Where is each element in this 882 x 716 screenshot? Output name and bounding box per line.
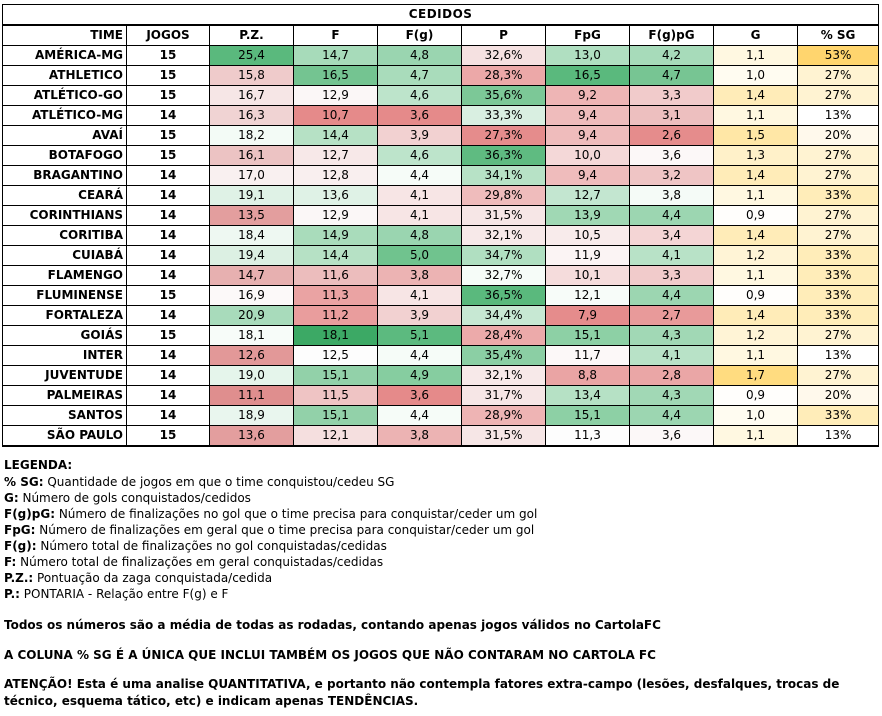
cell-time: SÃO PAULO [3,426,127,447]
legend-desc: Número de finalizações no gol que o time precisa para conquistar/ceder um gol [55,507,538,521]
cell-fgpg: 4,3 [630,386,714,406]
cell-time: INTER [3,346,127,366]
cell-g: 1,4 [714,226,798,246]
table-body [3,46,879,447]
cell-p: 28,4% [462,326,546,346]
cell-jogos: 14 [127,366,210,386]
cell-sg: 33% [798,246,879,266]
legend-desc: Número total de finalizações em geral conquistadas/cedidas [16,555,384,569]
cell-sg: 27% [798,326,879,346]
cell-jogos: 15 [127,86,210,106]
cell-fpg: 11,7 [546,346,630,366]
cell-jogos: 15 [127,146,210,166]
table-row [3,366,879,386]
cell-sg: 33% [798,266,879,286]
cell-pz: 18,9 [210,406,294,426]
cell-pz: 17,0 [210,166,294,186]
column-header-pz: P.Z. [210,25,294,46]
legend-desc: Quantidade de jogos em que o time conquistou/cedeu SG [43,475,395,489]
legend-item-fg [4,538,878,554]
cell-fgpg: 4,2 [630,46,714,66]
cell-fpg: 13,0 [546,46,630,66]
cell-g: 1,1 [714,426,798,447]
cell-sg: 20% [798,386,879,406]
cell-pz: 18,4 [210,226,294,246]
column-header-jogos: JOGOS [127,25,210,46]
table-row [3,406,879,426]
cell-fgpg: 3,4 [630,226,714,246]
table-row [3,146,879,166]
table-row [3,346,879,366]
table-row [3,126,879,146]
cell-sg: 33% [798,306,879,326]
cell-f: 11,6 [294,266,378,286]
cell-time: CUIABÁ [3,246,127,266]
table-row [3,426,879,447]
cell-sg: 27% [798,366,879,386]
legend-term: FpG: [4,523,36,537]
cell-f: 16,5 [294,66,378,86]
cell-fgpg: 3,2 [630,166,714,186]
cell-g: 1,7 [714,366,798,386]
legend-term: P.: [4,587,20,601]
cell-p: 28,9% [462,406,546,426]
cell-fg: 4,1 [378,186,462,206]
cell-sg: 27% [798,86,879,106]
table-row [3,206,879,226]
cell-pz: 14,7 [210,266,294,286]
table-row [3,46,879,66]
cell-fg: 4,9 [378,366,462,386]
cell-fgpg: 4,3 [630,326,714,346]
cell-sg: 33% [798,186,879,206]
cell-time: FLUMINENSE [3,286,127,306]
cell-pz: 19,4 [210,246,294,266]
cell-fg: 4,6 [378,146,462,166]
cell-sg: 27% [798,206,879,226]
cell-jogos: 15 [127,326,210,346]
column-header-row [3,25,879,46]
legend-item-fgpg [4,506,878,522]
note-warning: ATENÇÃO! Esta é uma analise QUANTITATIVA, e portanto não contempla fatores extra-campo (lesões, desfalques, trocas de técnico, esquema tático, etc) e indicam apenas TENDÊNCIAS. [4,677,840,708]
cell-time: BRAGANTINO [3,166,127,186]
table-row [3,86,879,106]
cell-jogos: 14 [127,406,210,426]
cell-time: FORTALEZA [3,306,127,326]
cell-jogos: 15 [127,426,210,447]
cell-g: 1,1 [714,266,798,286]
cell-p: 36,5% [462,286,546,306]
cell-g: 0,9 [714,286,798,306]
cell-time: ATHLETICO [3,66,127,86]
legend-item-pz [4,570,878,586]
cell-g: 1,0 [714,66,798,86]
cell-fpg: 7,9 [546,306,630,326]
cell-p: 32,1% [462,366,546,386]
cell-f: 14,4 [294,126,378,146]
cell-fpg: 13,9 [546,206,630,226]
cell-g: 1,2 [714,246,798,266]
cell-fg: 4,1 [378,286,462,306]
cell-p: 29,8% [462,186,546,206]
legend-desc: PONTARIA - Relação entre F(g) e F [19,587,229,601]
cell-fg: 4,6 [378,86,462,106]
legend-block [4,457,878,710]
cell-f: 14,9 [294,226,378,246]
column-header-f: F [294,25,378,46]
cell-f: 12,8 [294,166,378,186]
cell-f: 13,6 [294,186,378,206]
table-row [3,326,879,346]
cell-f: 12,7 [294,146,378,166]
cell-fpg: 12,7 [546,186,630,206]
cell-g: 0,9 [714,206,798,226]
cell-jogos: 14 [127,206,210,226]
table-title: CEDIDOS [3,5,879,26]
cell-pz: 19,1 [210,186,294,206]
cell-fg: 3,8 [378,266,462,286]
cell-sg: 27% [798,226,879,246]
cell-jogos: 14 [127,226,210,246]
cell-p: 33,3% [462,106,546,126]
cell-pz: 13,6 [210,426,294,447]
cell-fgpg: 4,7 [630,66,714,86]
cell-fg: 4,4 [378,346,462,366]
cell-f: 11,5 [294,386,378,406]
cell-pz: 15,8 [210,66,294,86]
cell-fpg: 15,1 [546,326,630,346]
legend-term: F(g)pG: [4,507,55,521]
legend-item-p [4,586,878,602]
cell-fgpg: 3,1 [630,106,714,126]
cell-pz: 16,1 [210,146,294,166]
table-row [3,166,879,186]
cell-fgpg: 3,8 [630,186,714,206]
cell-p: 32,7% [462,266,546,286]
cell-p: 32,1% [462,226,546,246]
legend-item-f [4,554,878,570]
legend-term: F: [4,555,17,569]
column-header-time: TIME [3,25,127,46]
cell-pz: 16,3 [210,106,294,126]
cell-time: JUVENTUDE [3,366,127,386]
cell-fpg: 15,1 [546,406,630,426]
table-row [3,266,879,286]
cell-fpg: 13,4 [546,386,630,406]
cell-f: 15,1 [294,406,378,426]
cell-jogos: 15 [127,286,210,306]
cell-jogos: 14 [127,306,210,326]
cell-sg: 13% [798,106,879,126]
cell-jogos: 14 [127,186,210,206]
cell-f: 18,1 [294,326,378,346]
cell-f: 11,3 [294,286,378,306]
cell-f: 10,7 [294,106,378,126]
cell-pz: 18,1 [210,326,294,346]
cell-p: 27,3% [462,126,546,146]
cell-f: 14,7 [294,46,378,66]
cell-fgpg: 4,4 [630,206,714,226]
column-header-fg: F(g) [378,25,462,46]
cell-time: FLAMENGO [3,266,127,286]
table-row [3,286,879,306]
cell-jogos: 15 [127,66,210,86]
cell-fgpg: 3,6 [630,146,714,166]
cell-p: 32,6% [462,46,546,66]
legend-item-fpg [4,522,878,538]
cell-fgpg: 4,1 [630,246,714,266]
cell-jogos: 14 [127,386,210,406]
cell-fgpg: 2,7 [630,306,714,326]
cell-g: 1,4 [714,86,798,106]
cell-jogos: 15 [127,126,210,146]
cell-sg: 27% [798,166,879,186]
cell-f: 12,9 [294,206,378,226]
cell-fgpg: 2,6 [630,126,714,146]
cell-f: 11,2 [294,306,378,326]
cell-fpg: 9,2 [546,86,630,106]
cell-fpg: 8,8 [546,366,630,386]
legend-desc: Pontuação da zaga conquistada/cedida [33,571,273,585]
cell-pz: 25,4 [210,46,294,66]
note-sg-column: A COLUNA % SG É A ÚNICA QUE INCLUI TAMBÉM OS JOGOS QUE NÃO CONTARAM NO CARTOLA FC [4,648,656,662]
cell-time: AMÉRICA-MG [3,46,127,66]
cell-time: AVAÍ [3,126,127,146]
cell-g: 0,9 [714,386,798,406]
cell-jogos: 14 [127,106,210,126]
cell-time: BOTAFOGO [3,146,127,166]
cell-fg: 3,8 [378,426,462,447]
cell-g: 1,1 [714,186,798,206]
table-row [3,386,879,406]
cell-p: 35,4% [462,346,546,366]
cell-p: 34,7% [462,246,546,266]
cell-fg: 4,4 [378,166,462,186]
cell-pz: 13,5 [210,206,294,226]
cell-fgpg: 4,4 [630,406,714,426]
cell-fg: 5,0 [378,246,462,266]
cell-sg: 13% [798,426,879,447]
cell-f: 14,4 [294,246,378,266]
cell-fg: 4,4 [378,406,462,426]
legend-term: G: [4,491,19,505]
legend-item-g [4,490,878,506]
cell-g: 1,1 [714,346,798,366]
column-header-sg: % SG [798,25,879,46]
cell-fgpg: 3,6 [630,426,714,447]
cell-fg: 3,9 [378,126,462,146]
cell-jogos: 14 [127,246,210,266]
cell-time: CORITIBA [3,226,127,246]
cell-fpg: 11,9 [546,246,630,266]
cell-f: 12,1 [294,426,378,447]
cell-g: 1,2 [714,326,798,346]
cell-g: 1,1 [714,46,798,66]
legend-item-sg [4,474,878,490]
cell-p: 35,6% [462,86,546,106]
cedidos-table [2,4,879,447]
cell-p: 36,3% [462,146,546,166]
cell-p: 34,1% [462,166,546,186]
cell-g: 1,5 [714,126,798,146]
cell-jogos: 14 [127,166,210,186]
cell-pz: 12,6 [210,346,294,366]
legend-desc: Número de gols conquistados/cedidos [18,491,251,505]
legend-term: % SG: [4,475,44,489]
cell-fg: 4,8 [378,226,462,246]
table-row [3,66,879,86]
cell-f: 12,5 [294,346,378,366]
legend-term: P.Z.: [4,571,34,585]
cell-fgpg: 3,3 [630,86,714,106]
cell-fpg: 9,4 [546,126,630,146]
cell-pz: 11,1 [210,386,294,406]
cell-sg: 20% [798,126,879,146]
cell-time: CEARÁ [3,186,127,206]
table-row [3,106,879,126]
cell-p: 31,5% [462,206,546,226]
table-row [3,226,879,246]
cell-time: SANTOS [3,406,127,426]
cell-sg: 33% [798,286,879,306]
cell-g: 1,0 [714,406,798,426]
table-row [3,306,879,326]
note-average: Todos os números são a média de todas as rodadas, contando apenas jogos válidos no CartolaFC [4,618,661,632]
cell-time: ATLÉTICO-MG [3,106,127,126]
cell-fg: 4,7 [378,66,462,86]
cell-fpg: 9,4 [546,166,630,186]
cell-g: 1,4 [714,166,798,186]
cell-fgpg: 2,8 [630,366,714,386]
cell-fg: 4,8 [378,46,462,66]
cell-fg: 5,1 [378,326,462,346]
cell-jogos: 14 [127,346,210,366]
cell-fgpg: 3,3 [630,266,714,286]
cell-fpg: 12,1 [546,286,630,306]
cell-fpg: 9,4 [546,106,630,126]
cell-fpg: 16,5 [546,66,630,86]
cell-fpg: 10,1 [546,266,630,286]
cell-p: 31,5% [462,426,546,447]
cell-p: 31,7% [462,386,546,406]
cell-time: CORINTHIANS [3,206,127,226]
cell-pz: 18,2 [210,126,294,146]
column-header-fgpg: F(g)pG [630,25,714,46]
cell-fg: 3,9 [378,306,462,326]
cell-fg: 3,6 [378,386,462,406]
cell-time: GOIÁS [3,326,127,346]
cell-jogos: 14 [127,266,210,286]
cell-pz: 16,7 [210,86,294,106]
column-header-p: P [462,25,546,46]
cell-p: 34,4% [462,306,546,326]
column-header-g: G [714,25,798,46]
cell-sg: 27% [798,66,879,86]
table-row [3,246,879,266]
cell-f: 15,1 [294,366,378,386]
cell-sg: 13% [798,346,879,366]
cell-sg: 27% [798,146,879,166]
cell-pz: 19,0 [210,366,294,386]
cell-fgpg: 4,1 [630,346,714,366]
cedidos-sheet [2,4,878,447]
cell-fg: 4,1 [378,206,462,226]
cell-f: 12,9 [294,86,378,106]
cell-fg: 3,6 [378,106,462,126]
cell-time: PALMEIRAS [3,386,127,406]
cell-g: 1,3 [714,146,798,166]
cell-sg: 33% [798,406,879,426]
cell-pz: 20,9 [210,306,294,326]
cell-fpg: 10,0 [546,146,630,166]
cell-fpg: 10,5 [546,226,630,246]
legend-desc: Número total de finalizações no gol conquistadas/cedidas [36,539,387,553]
table-row [3,186,879,206]
cell-time: ATLÉTICO-GO [3,86,127,106]
cell-sg: 53% [798,46,879,66]
cell-pz: 16,9 [210,286,294,306]
legend-title: LEGENDA: [4,458,73,472]
legend-term: F(g): [4,539,37,553]
cell-fgpg: 4,4 [630,286,714,306]
cell-g: 1,1 [714,106,798,126]
cell-jogos: 15 [127,46,210,66]
cell-p: 28,3% [462,66,546,86]
cell-g: 1,4 [714,306,798,326]
column-header-fpg: FpG [546,25,630,46]
cell-fpg: 11,3 [546,426,630,447]
legend-desc: Número de finalizações em geral que o time precisa para conquistar/ceder um gol [35,523,535,537]
